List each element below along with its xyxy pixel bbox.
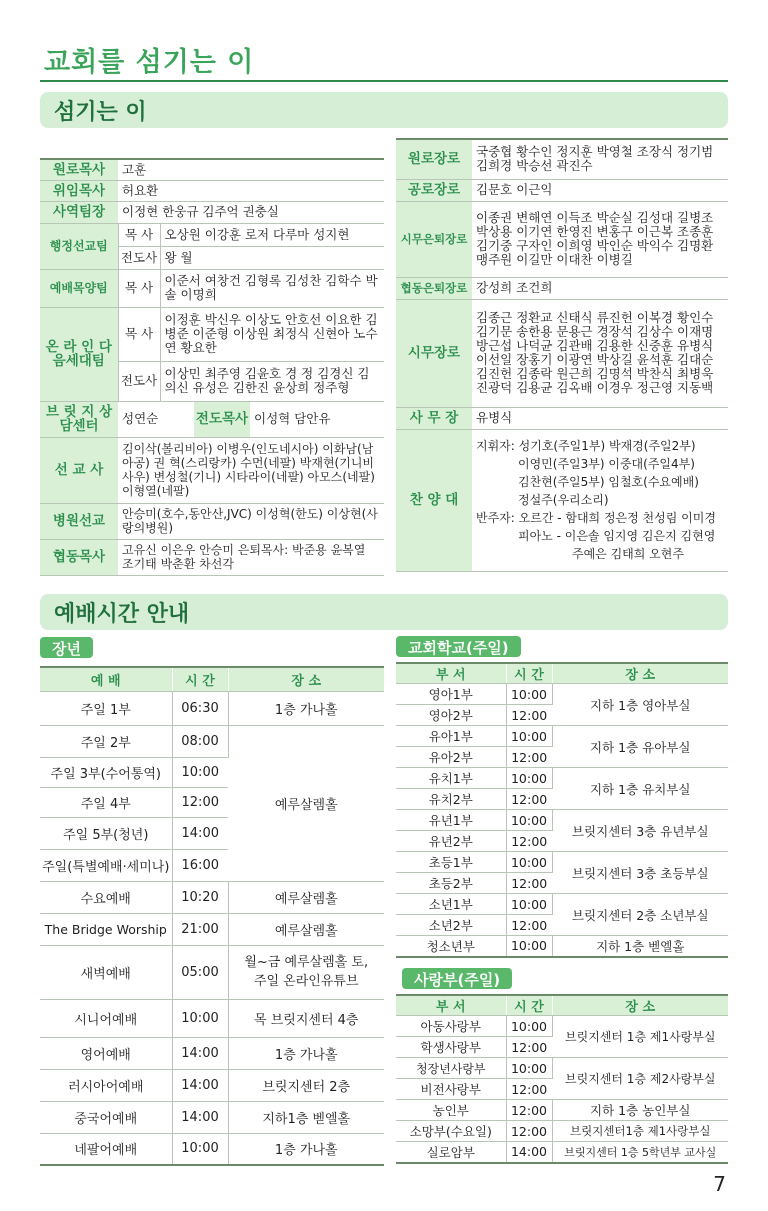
page-title: 교회를 섬기는 이 <box>44 47 255 78</box>
service-time: 16:00 <box>172 849 228 881</box>
dept-place: 지하 1층 유치부실 <box>552 768 728 810</box>
staff-value: 김이삭(볼리비아) 이병우(인도네시아) 이화남(남아공) 권 혁(스리랑카) 수먼(네팔) 박재현(기니비사우) 변성철(기니) 시타라이(네팔) 아모스(네팔) 이형열(네팔) <box>118 437 384 503</box>
dept-time: 14:00 <box>506 1142 552 1163</box>
choir-line: 피아노 - 이은솔 임지영 김은지 김현영 <box>518 529 716 543</box>
dept-time: 10:00 <box>506 1058 552 1079</box>
title-divider <box>40 80 728 82</box>
dept-place: 브릿지센터 3층 초등부실 <box>552 852 728 894</box>
col-header: 시 간 <box>506 663 552 684</box>
staff-label: 사 무 장 <box>396 407 472 429</box>
staff-value: 이정훈 박신우 이상도 안호선 이요한 김병준 이준형 이상원 최정식 신현아 노수연 황요한 <box>160 307 384 361</box>
staff-value: 고유신 이은우 안승미 은퇴목사: 박준용 윤복열 조기태 박춘환 차선각 <box>118 539 384 575</box>
staff-value: 안승미(호수,동안산,JVC) 이성혁(한도) 이상현(사랑의병원) <box>118 503 384 539</box>
dept-place: 브릿지센터 1층 제2사랑부실 <box>552 1058 728 1100</box>
staff-sub-label: 목 사 <box>118 307 160 361</box>
staff-label: 원로장로 <box>396 139 472 179</box>
col-header: 장 소 <box>552 663 728 684</box>
service-time: 14:00 <box>172 1069 228 1101</box>
staff-value: 고훈 <box>118 159 384 180</box>
service-name: 새벽예배 <box>40 945 172 999</box>
service-place: 브릿지센터 2층 <box>228 1069 384 1101</box>
staff-sub-label: 전도사 <box>118 361 160 401</box>
dept-name: 청장년사랑부 <box>396 1058 506 1079</box>
service-time: 14:00 <box>172 1037 228 1069</box>
service-name: 주일 2부 <box>40 725 172 757</box>
edu-tag: 교회학교(주일) <box>396 636 521 657</box>
dept-name: 초등2부 <box>396 873 506 894</box>
dept-name: 소년1부 <box>396 894 506 915</box>
dept-name: 영아1부 <box>396 684 506 705</box>
service-place: 1층 가나홀 <box>228 1133 384 1165</box>
dept-time: 10:00 <box>506 810 552 831</box>
dept-name: 농인부 <box>396 1100 506 1121</box>
service-name: The Bridge Worship <box>40 913 172 945</box>
service-place: 목 브릿지센터 4층 <box>228 999 384 1037</box>
dept-place: 지하 1층 영아부실 <box>552 684 728 726</box>
service-time: 14:00 <box>172 817 228 849</box>
service-place: 예루살렘홀 <box>228 725 384 881</box>
choir-details <box>472 429 728 571</box>
dept-name: 영아2부 <box>396 705 506 726</box>
service-name: 수요예배 <box>40 881 172 913</box>
dept-time: 12:00 <box>506 831 552 852</box>
dept-place: 지하 1층 농인부실 <box>552 1100 728 1121</box>
staff-table-right <box>396 138 728 572</box>
dept-time: 12:00 <box>506 1079 552 1100</box>
dept-time: 12:00 <box>506 705 552 726</box>
dept-place: 브릿지센터 1층 5학년부 교사실 <box>552 1142 728 1163</box>
staff-value: 이상민 최주영 김윤호 경 정 김경신 김의신 유성은 김한진 윤상희 정주형 <box>160 361 384 401</box>
choir-line: 반주자: 오르간 - 함대희 정은정 천성림 이미경 <box>476 511 716 525</box>
dept-time: 10:00 <box>506 726 552 747</box>
choir-line: 정설주(우리소리) <box>518 493 609 507</box>
dept-time: 10:00 <box>506 894 552 915</box>
dept-place: 브릿지센터 3층 유년부실 <box>552 810 728 852</box>
dept-name: 유년1부 <box>396 810 506 831</box>
dept-name: 유년2부 <box>396 831 506 852</box>
service-time: 05:00 <box>172 945 228 999</box>
staff-label: 협동목사 <box>40 539 118 575</box>
dept-time: 10:00 <box>506 768 552 789</box>
dept-place: 브릿지센터 1층 제1사랑부실 <box>552 1016 728 1058</box>
col-header: 장 소 <box>228 667 384 691</box>
dept-place: 브릿지센터1층 제1사랑부실 <box>552 1121 728 1142</box>
service-time: 12:00 <box>172 787 228 817</box>
dept-time: 12:00 <box>506 1037 552 1058</box>
staff-label: 협동은퇴장로 <box>396 277 472 299</box>
dept-place: 브릿지센터 2층 소년부실 <box>552 894 728 936</box>
dept-place: 지하 1층 벧엘홀 <box>552 936 728 957</box>
staff-label: 병원선교 <box>40 503 118 539</box>
dept-place: 지하 1층 유아부실 <box>552 726 728 768</box>
section-title: 예배시간 안내 <box>54 602 190 627</box>
staff-value: 이성혁 담안유 <box>250 401 384 437</box>
staff-value: 왕 월 <box>160 246 384 269</box>
staff-label: 사역팀장 <box>40 201 118 223</box>
dept-name: 비전사랑부 <box>396 1079 506 1100</box>
staff-label: 공로장로 <box>396 179 472 201</box>
col-header: 부 서 <box>396 663 506 684</box>
service-name: 주일(특별예배·세미나) <box>40 849 172 881</box>
section-worship <box>40 594 728 630</box>
dept-time: 12:00 <box>506 1100 552 1121</box>
staff-label: 행정선교팀 <box>40 223 118 269</box>
service-time: 10:20 <box>172 881 228 913</box>
service-name: 시니어예배 <box>40 999 172 1037</box>
service-place: 예루살렘홀 <box>228 881 384 913</box>
service-place: 1층 가나홀 <box>228 1037 384 1069</box>
staff-label: 찬 양 대 <box>396 429 472 571</box>
service-name: 중국어예배 <box>40 1101 172 1133</box>
dept-time: 12:00 <box>506 915 552 936</box>
service-name: 주일 1부 <box>40 691 172 725</box>
staff-value: 성연순 <box>118 401 194 437</box>
staff-label: 시무은퇴장로 <box>396 201 472 277</box>
staff-value: 유병식 <box>472 407 728 429</box>
staff-value: 이정현 한웅규 김주억 권충실 <box>118 201 384 223</box>
staff-label: 브 릿 지 상담센터 <box>40 401 118 437</box>
choir-line: 김찬현(주일5부) 임철호(수요예배) <box>518 475 699 489</box>
staff-value: 김문호 이근익 <box>472 179 728 201</box>
staff-sub-label: 목 사 <box>118 269 160 307</box>
edu-schedule-table <box>396 662 728 958</box>
choir-line: 주예은 김태희 오현주 <box>572 547 684 561</box>
service-name: 주일 3부(수어통역) <box>40 757 172 787</box>
service-name: 러시아어예배 <box>40 1069 172 1101</box>
staff-sub-label: 전도목사 <box>194 401 250 437</box>
service-time: 10:00 <box>172 1133 228 1165</box>
staff-label: 예배목양팀 <box>40 269 118 307</box>
dept-time: 12:00 <box>506 1121 552 1142</box>
staff-label: 위임목사 <box>40 180 118 201</box>
dept-name: 소년2부 <box>396 915 506 936</box>
staff-value: 강성희 조건희 <box>472 277 728 299</box>
page-number: 7 <box>713 1172 726 1196</box>
col-header: 시 간 <box>506 995 552 1016</box>
dept-time: 12:00 <box>506 873 552 894</box>
service-place: 예루살렘홀 <box>228 913 384 945</box>
dept-time: 10:00 <box>506 1016 552 1037</box>
service-time: 08:00 <box>172 725 228 757</box>
staff-label: 원로목사 <box>40 159 118 180</box>
dept-time: 12:00 <box>506 789 552 810</box>
service-time: 21:00 <box>172 913 228 945</box>
staff-value: 이준서 여창건 김형록 김성찬 김학수 박 솔 이명희 <box>160 269 384 307</box>
staff-value: 국중협 황수인 정지훈 박영철 조장식 정기범 김희경 박승선 곽진수 <box>472 139 728 179</box>
dept-name: 청소년부 <box>396 936 506 957</box>
dept-time: 10:00 <box>506 936 552 957</box>
dept-time: 10:00 <box>506 852 552 873</box>
staff-sub-label: 목 사 <box>118 223 160 246</box>
service-place: 1층 가나홀 <box>228 691 384 725</box>
dept-time: 10:00 <box>506 684 552 705</box>
service-time: 10:00 <box>172 999 228 1037</box>
service-place: 월~금 예루살렘홀 토, 주일 온라인유튜브 <box>228 945 384 999</box>
dept-name: 유치2부 <box>396 789 506 810</box>
love-schedule-table <box>396 994 728 1164</box>
dept-name: 학생사랑부 <box>396 1037 506 1058</box>
section-title: 섬기는 이 <box>54 100 147 125</box>
staff-sub-label: 전도사 <box>118 246 160 269</box>
col-header: 예 배 <box>40 667 172 691</box>
dept-name: 초등1부 <box>396 852 506 873</box>
adult-schedule-table <box>40 666 384 1166</box>
staff-value: 허요환 <box>118 180 384 201</box>
adult-tag: 장년 <box>40 637 93 658</box>
service-name: 주일 5부(청년) <box>40 817 172 849</box>
dept-time: 12:00 <box>506 747 552 768</box>
col-header: 부 서 <box>396 995 506 1016</box>
service-name: 네팔어예배 <box>40 1133 172 1165</box>
staff-table-left <box>40 158 384 576</box>
dept-name: 소망부(수요일) <box>396 1121 506 1142</box>
staff-value: 오상원 이강훈 로저 다루마 성지현 <box>160 223 384 246</box>
staff-value: 이종권 변해연 이득조 박순실 김성대 길병조 박상용 이기연 한영진 변홍구 이근복 조종훈 김기중 구자인 이희영 박인순 박익수 김명환 맹주원 이길만 이대찬 이병길 <box>472 201 728 277</box>
staff-label: 온 라 인 다음세대팀 <box>40 307 118 401</box>
service-place: 지하1층 벧엘홀 <box>228 1101 384 1133</box>
col-header: 장 소 <box>552 995 728 1016</box>
col-header: 시 간 <box>172 667 228 691</box>
staff-label: 시무장로 <box>396 299 472 407</box>
service-name: 주일 4부 <box>40 787 172 817</box>
staff-label: 선 교 사 <box>40 437 118 503</box>
dept-name: 유치1부 <box>396 768 506 789</box>
section-servants <box>40 92 728 128</box>
love-tag: 사랑부(주일) <box>402 968 512 989</box>
service-name: 영어예배 <box>40 1037 172 1069</box>
dept-name: 유아2부 <box>396 747 506 768</box>
service-time: 14:00 <box>172 1101 228 1133</box>
dept-name: 실로암부 <box>396 1142 506 1163</box>
service-time: 10:00 <box>172 757 228 787</box>
service-time: 06:30 <box>172 691 228 725</box>
choir-line: 지휘자: 성기호(주일1부) 박재경(주일2부) <box>476 439 696 453</box>
dept-name: 아동사랑부 <box>396 1016 506 1037</box>
dept-name: 유아1부 <box>396 726 506 747</box>
choir-line: 이영민(주일3부) 이중대(주일4부) <box>518 457 695 471</box>
staff-value: 김종근 정환교 신태식 류진헌 이복경 황인수 김기문 송한용 문용근 경장석 김상수 이재명 방근섭 나덕균 김관배 김용한 신중훈 유병식 이선일 장홍기 이광연 박상길 윤석훈 김대순 김진헌 김종락 원근희 김명석 박찬식 최병욱 진광덕 김용균 김옥배 이경우 정근영 지동백 <box>472 299 728 407</box>
